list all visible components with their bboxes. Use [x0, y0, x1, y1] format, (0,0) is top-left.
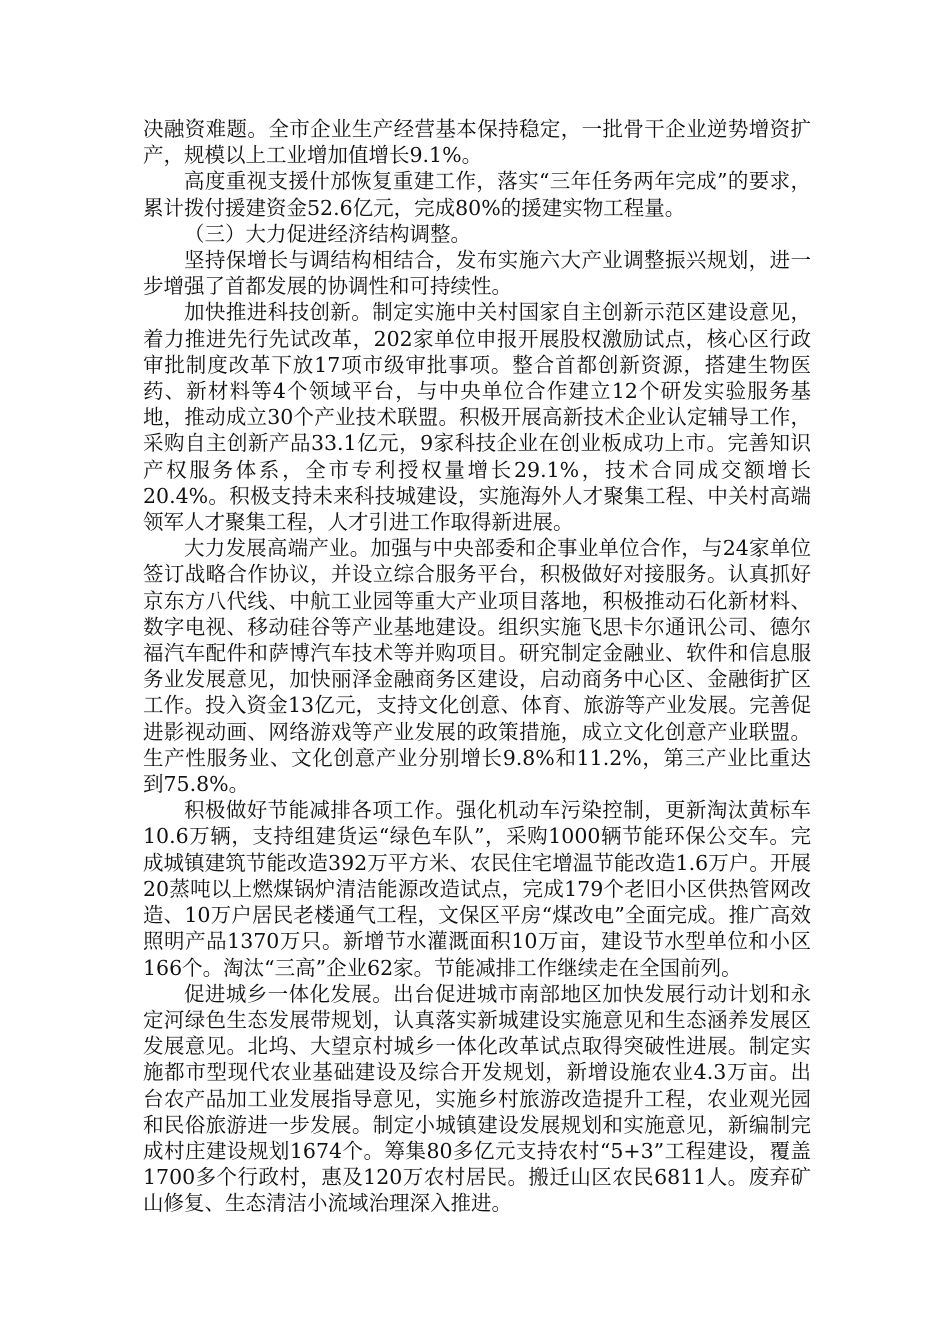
paragraph-sifang-reconstruction: 高度重视支援什邡恢复重建工作，落实“三年任务两年完成”的要求，累计拨付援建资金52.6亿元，完成80%的援建实物工程量。 [143, 169, 811, 220]
paragraph-continuation: 决融资难题。全市企业生产经营基本保持稳定，一批骨干企业逆势增资扩产，规模以上工业增加值增长9.1%。 [143, 117, 811, 168]
section-heading-structure-adjustment: （三）大力促进经济结构调整。 [184, 221, 471, 246]
paragraph-urban-rural-integration: 促进城乡一体化发展。出台促进城市南部地区加快发展行动计划和永定河绿色生态发展带规划，认真落实新城建设实施意见和生态涵养发展区发展意见。北坞、大望京村城乡一体化改革试点取得突破性进展。制定实施都市型现代农业基础建设及综合开发规划，新增设施农业4.3万亩。出台农产品加工业发展指导意见，实施乡村旅游改造提升工程，农业观光园和民俗旅游进一步发展。制定小城镇建设发展规划和实施意见，新编制完成村庄建设规划1674个。筹集80多亿元支持农村“5+3”工程建设，覆盖1700多个行政村，惠及120万农村居民。搬迁山区农民6811人。废弃矿山修复、生态清洁小流域治理深入推进。 [143, 981, 811, 1216]
paragraph-high-end-industry: 大力发展高端产业。加强与中央部委和企事业单位合作，与24家单位签订战略合作协议，并设立综合服务平台，积极做好对接服务。认真抓好京东方八代线、中航工业园等重大产业项目落地，积极推动石化新材料、数字电视、移动硅谷等产业基地建设。组织实施飞思卡尔通讯公司、德尔福汽车配件和萨博汽车技术等并购项目。研究制定金融业、软件和信息服务业发展意见，加快丽泽金融商务区建设，启动商务中心区、金融街扩区工作。投入资金13亿元，支持文化创意、体育、旅游等产业发展。完善促进影视动画、网络游戏等产业发展的政策措施，成立文化创意产业联盟。生产性服务业、文化创意产业分别增长9.8%和11.2%，第三产业比重达到75.8%。 [143, 536, 811, 797]
document-page [143, 116, 811, 1217]
paragraph-energy-saving: 积极做好节能减排各项工作。强化机动车污染控制，更新淘汰黄标车10.6万辆，支持组建货运“绿色车队”，采购1000辆节能环保公交车。完成城镇建筑节能改造392万平方米、农民住宅增温节能改造1.6万户。开展20蒸吨以上燃煤锅炉清洁能源改造试点，完成179个老旧小区供热管网改造、10万户居民老楼通气工程，文保区平房“煤改电”全面完成。推广高效照明产品1370万只。新增节水灌溉面积10万亩，建设节水型单位和小区166个。淘汰“三高”企业62家。节能减排工作继续走在全国前列。 [143, 798, 811, 980]
paragraph-tech-innovation: 加快推进科技创新。制定实施中关村国家自主创新示范区建设意见，着力推进先行先试改革，202家单位申报开展股权激励试点，核心区行政审批制度改革下放17项市级审批事项。整合首都创新资源，搭建生物医药、新材料等4个领域平台，与中央单位合作建立12个研发实验服务基地，推动成立30个产业技术联盟。积极开展高新技术企业认定辅导工作，采购自主创新产品33.1亿元，9家科技企业在创业板成功上市。完善知识产权服务体系，全市专利授权量增长29.1%，技术合同成交额增长20.4%。积极支持未来科技城建设，实施海外人才聚集工程、中关村高端领军人才聚集工程，人才引进工作取得新进展。 [143, 300, 811, 535]
paragraph-structure-intro: 坚持保增长与调结构相结合，发布实施六大产业调整振兴规划，进一步增强了首都发展的协调性和可持续性。 [143, 248, 811, 299]
